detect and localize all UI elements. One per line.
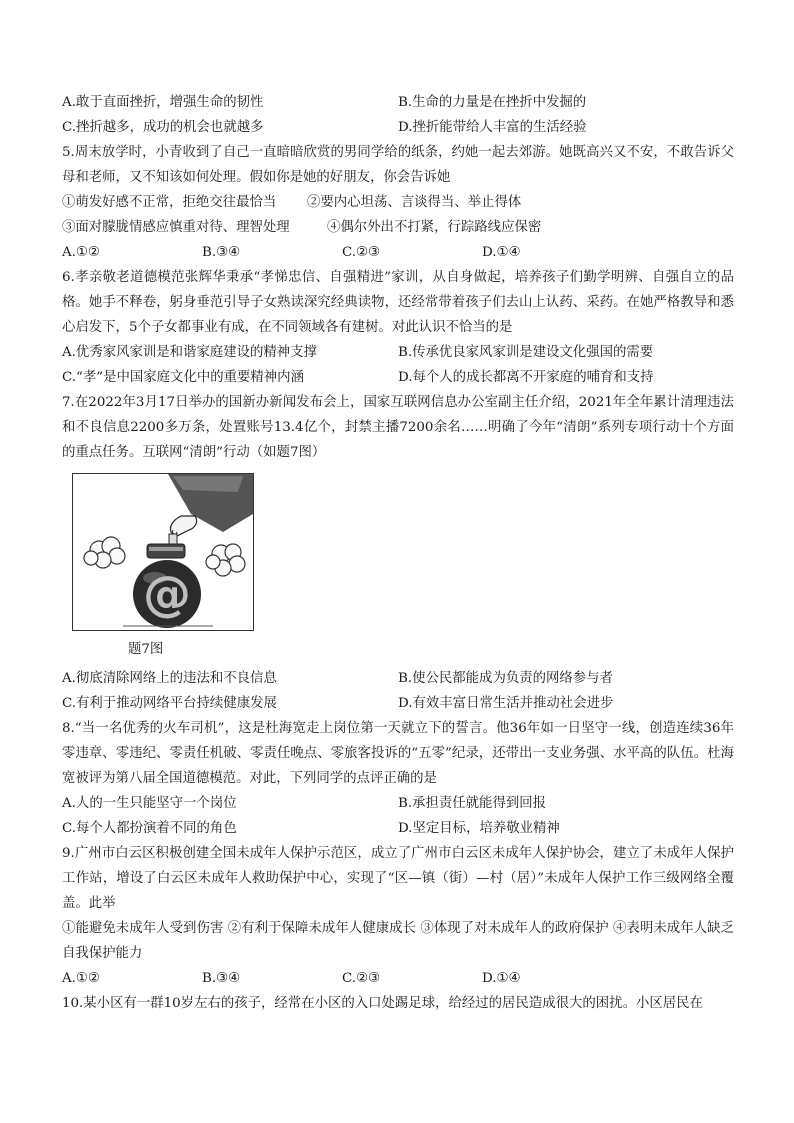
pressing-hand-icon: [170, 516, 196, 536]
q5-statement-3: ③面对朦胧情感应慎重对待、理智处理: [62, 220, 290, 235]
q8-stem: 8.“当一名优秀的火车司机”，这是杜海宽走上岗位第一天就立下的誓言。他36年如一日坚守一线，创造连续36年零违章、零违纪、零责任机破、零责任晚点、零旅客投诉的“五零”纪录，还带出一支业务强、水平高的队伍。杜海宽被评为第八届全国道德模范。对此，下列同学的点评正确的是: [62, 721, 734, 786]
q6-option-c[interactable]: C.“孝”是中国家庭文化中的重要精神内涵: [62, 370, 304, 385]
exam-page: [62, 90, 734, 1016]
q5-statement-4: ④偶尔外出不打紧，行踪路线应保密: [327, 220, 542, 235]
q4-option-c[interactable]: C.挫折越多，成功的机会也就越多: [62, 120, 264, 135]
q7-option-d[interactable]: D.有效丰富日常生活并推动社会进步: [398, 696, 614, 711]
q4-options-row-2: [62, 115, 734, 140]
q7-figure-caption: 题7图: [128, 642, 164, 657]
q9-statements: ①能避免未成年人受到伤害 ②有利于保障未成年人健康成长 ③体现了对未成年人的政府保护 ④表明未成年人缺乏自我保护能力: [62, 921, 734, 961]
q7-stem: 7.在2022年3月17日举办的国新办新闻发布会上，国家互联网信息办公室副主任介绍，2021年全年累计清理违法和不良信息2200多万条，处置账号13.4亿个，封禁主播7200余名……明确了今年“清朗”系列专项行动十个方面的重点任务。互联网“清朗”行动（如题7图）: [62, 395, 734, 460]
q9-option-b[interactable]: B.③④: [202, 971, 241, 986]
q6-stem: 6.孝亲敬老道德模范张辉华秉承“孝悌忠信、自强精进”家训，从自身做起，培养孩子们勤学明辨、自强自立的品格。她手不释卷，躬身垂范引导子女熟读深究经典读物，还经常带着孩子们去山上认药、采药。在她严格教导和悉心启发下，5个子女都事业有成，在不同领域各有建树。对此认识不恰当的是: [62, 270, 734, 335]
q7-figure: [72, 473, 254, 631]
q10-stem: 10.某小区有一群10岁左右的孩子，经常在小区的入口处踢足球，给经过的居民造成很大的困扰。小区居民在: [62, 996, 703, 1011]
at-symbol: @: [143, 566, 191, 622]
q6-option-d[interactable]: D.每个人的成长都离不开家庭的哺育和支持: [398, 370, 654, 385]
q4-option-b[interactable]: B.生命的力量是在挫折中发掘的: [398, 95, 587, 110]
q5-statements-row-1: [62, 190, 734, 215]
q8-option-a[interactable]: A.人的一生只能坚守一个岗位: [62, 796, 237, 811]
q6-options-row-1: [62, 340, 734, 365]
q6-option-b[interactable]: B.传承优良家风家训是建设文化强国的需要: [398, 345, 654, 360]
q4-option-d[interactable]: D.挫折能带给人丰富的生活经验: [398, 120, 587, 135]
q5-statement-2: ②要内心坦荡、言谈得当、举止得体: [307, 195, 522, 210]
sleeve-highlight: [173, 476, 243, 492]
q7-option-a[interactable]: A.彻底清除网络上的违法和不良信息: [62, 671, 277, 686]
q4-options-row-1: [62, 90, 734, 115]
q9-stem: 9.广州市白云区积极创建全国未成年人保护示范区，成立了广州市白云区未成年人保护协会，建立了未成年人保护工作站，增设了白云区未成年人救助保护中心，实现了“区—镇（街）—村（居）”未成年人保护工作三级网络全覆盖。此举: [62, 846, 734, 911]
q8-options-row-1: [62, 791, 734, 816]
q8-option-c[interactable]: C.每个人都扮演着不同的角色: [62, 821, 237, 836]
q4-option-a[interactable]: A.敢于直面挫折，增强生命的韧性: [62, 95, 264, 110]
at-sign-bomb-icon: [73, 474, 253, 630]
q5-stem: 5.周末放学时，小青收到了自己一直暗暗欣赏的男同学给的纸条，约她一起去郊游。她既高兴又不安，不敢告诉父母和老师，又不知该如何处理。假如你是她的好朋友，你会告诉她: [62, 145, 734, 185]
q5-option-d[interactable]: D.①④: [482, 245, 521, 260]
q5-statement-1: ①萌发好感不正常，拒绝交往最恰当: [62, 195, 277, 210]
q5-options: [62, 240, 734, 265]
q7-options-row-1: [62, 666, 734, 691]
q9-options: [62, 966, 734, 991]
q7-option-b[interactable]: B.使公民都能成为负责的网络参与者: [398, 671, 613, 686]
q5-option-b[interactable]: B.③④: [202, 245, 241, 260]
stamp-band: [149, 547, 183, 551]
q5-option-a[interactable]: A.①②: [62, 245, 100, 260]
q6-options-row-2: [62, 365, 734, 390]
q5-statements-row-2: [62, 215, 734, 240]
q9-option-d[interactable]: D.①④: [482, 971, 521, 986]
cloud-right: [206, 544, 245, 576]
q8-options-row-2: [62, 816, 734, 841]
q9-option-c[interactable]: C.②③: [342, 971, 381, 986]
q7-options-row-2: [62, 691, 734, 716]
q9-option-a[interactable]: A.①②: [62, 971, 100, 986]
q7-option-c[interactable]: C.有利于推动网络平台持续健康发展: [62, 696, 277, 711]
q6-option-a[interactable]: A.优秀家风家训是和谐家庭建设的精神支撑: [62, 345, 317, 360]
q8-option-b[interactable]: B.承担责任就能得到回报: [398, 796, 547, 811]
cloud-left: [84, 537, 125, 568]
q8-option-d[interactable]: D.坚定目标，培养敬业精神: [398, 821, 560, 836]
q5-option-c[interactable]: C.②③: [342, 245, 381, 260]
